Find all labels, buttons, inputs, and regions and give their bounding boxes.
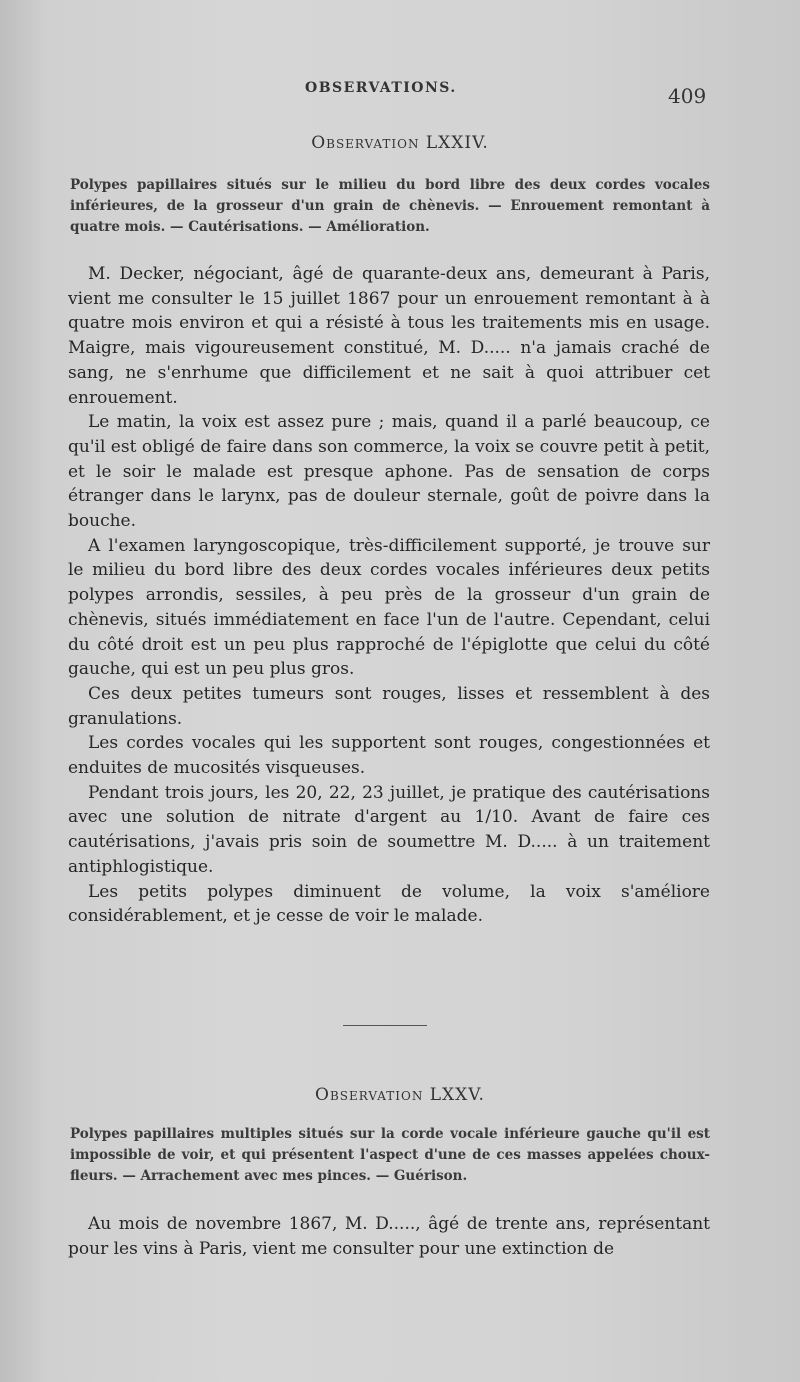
paragraph: Au mois de novembre 1867, M. D....., âgé de trente ans, représentant pour les vins à Paris, vient me consulter pour une extinction de	[68, 1214, 710, 1259]
observation-74-summary: Polypes papillaires situés sur le milieu du bord libre des deux cordes vocales inférieures, de la grosseur d'un grain de chènevis. — Enrouement remontant à quatre mois. — Cautérisations. — Amélioration.	[70, 177, 710, 235]
running-head	[0, 78, 800, 108]
observation-75-body	[68, 1212, 710, 1261]
running-title: OBSERVATIONS.	[305, 80, 457, 96]
paragraph: Le matin, la voix est assez pure ; mais, quand il a parlé beaucoup, ce qu'il est obligé de faire dans son commerce, la voix se couvre petit à petit, et le soir le malade est presque aphone. Pas de sensation de corps étranger dans le larynx, pas de douleur sternale, goût de poivre dans la bouche.	[68, 412, 710, 532]
observation-75-summary: Polypes papillaires multiples situés sur la corde vocale inférieure gauche qu'il est impossible de voir, et qui présentent l'aspect d'une de ces masses appelées choux-fleurs. — Arrachement avec mes pinces. — Guérison.	[70, 1126, 710, 1184]
observation-75-heading: Observation LXXV.	[315, 1085, 485, 1105]
paragraph: Pendant trois jours, les 20, 22, 23 juillet, je pratique des cautérisations avec une solution de nitrate d'argent au 1/10. Avant de faire ces cautérisations, j'avais pris soin de soumettre M. D..... à un traitement antiphlogistique.	[68, 782, 710, 877]
paragraph: Ces deux petites tumeurs sont rouges, lisses et ressemblent à des granulations.	[68, 683, 710, 729]
paragraph: M. Decker, négociant, âgé de quarante-deux ans, demeurant à Paris, vient me consulter le 15 juillet 1867 pour un enrouement remontant à à quatre mois environ et qui a résisté à tous les traitements mis en usage. Maigre, mais vigoureusement constitué, M. D..... n'a jamais craché de sang, ne s'enrhume que difficilement et ne sait à quoi attribuer cet enrouement.	[68, 264, 710, 408]
observation-74-heading: Observation LXXIV.	[311, 133, 489, 153]
page-number: 409	[668, 84, 707, 108]
paragraph: Les cordes vocales qui les supportent sont rouges, congestionnées et enduites de mucosités visqueuses.	[68, 733, 710, 779]
section-separator	[343, 1025, 427, 1026]
paragraph: A l'examen laryngoscopique, très-difficilement supporté, je trouve sur le milieu du bord libre des deux cordes vocales inférieures deux petits polypes arrondis, sessiles, à peu près de la grosseur d'un grain de chènevis, situés immédiatement en face l'un de l'autre. Cependant, celui du côté droit est un peu plus rapproché de l'épiglotte que celui du côté gauche, qui est un peu plus gros.	[68, 535, 710, 680]
paragraph: Les petits polypes diminuent de volume, la voix s'améliore considérablement, et je cesse de voir le malade.	[68, 881, 710, 927]
observation-74-body	[68, 262, 710, 929]
